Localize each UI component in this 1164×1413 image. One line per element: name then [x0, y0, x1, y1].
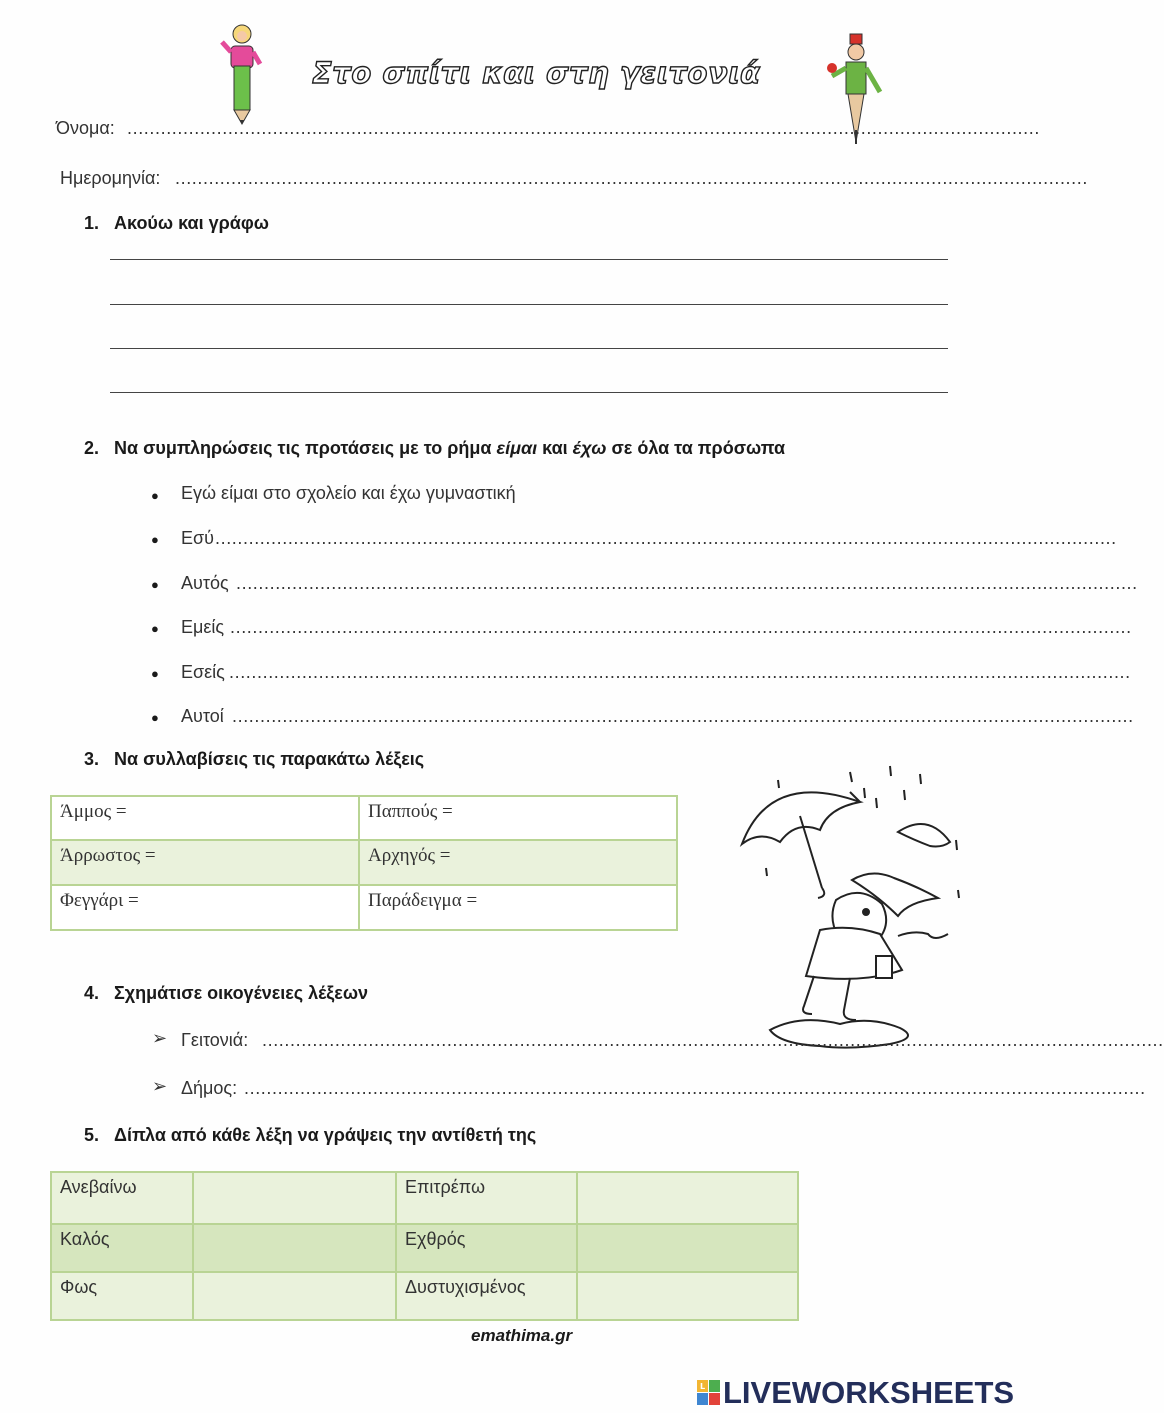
date-field[interactable]: ...................................................................................................................................................................: [175, 168, 1088, 188]
antonym-answer-cell[interactable]: [193, 1172, 396, 1224]
antonym-word: Ανεβαίνω: [51, 1172, 193, 1224]
q2-answer-field[interactable]: .................................................................................................................................................................: [232, 706, 1134, 726]
bullet-icon: ●: [151, 532, 159, 547]
table-row: [51, 840, 677, 885]
q5-text: Δίπλα από κάθε λέξη να γράψεις την αντίθετή της: [114, 1125, 537, 1145]
q4-answer-field[interactable]: .................................................................................................................................................................: [244, 1078, 1146, 1098]
table-row: [51, 885, 677, 930]
bullet-icon: ●: [151, 577, 159, 592]
q2-example: Εγώ είμαι στο σχολείο και έχω γυμναστική: [181, 483, 516, 503]
name-field[interactable]: ...................................................................................................................................................................: [127, 118, 1040, 138]
table-row: [51, 1172, 798, 1224]
arrow-bullet-icon: ➢: [152, 1028, 168, 1048]
antonym-answer-cell[interactable]: [193, 1272, 396, 1320]
q2-pronoun-label: Εμείς: [181, 617, 225, 637]
writing-line-3[interactable]: [110, 348, 948, 349]
pencil-girl-illustration: [214, 20, 270, 126]
writing-line-2[interactable]: [110, 304, 948, 305]
syllable-cell[interactable]: Άρρωστος =: [51, 840, 359, 885]
q2-pronoun-label: Αυτοί: [181, 706, 224, 726]
antonyms-table: [50, 1171, 799, 1321]
badge-letter: L: [699, 1382, 706, 1391]
antonym-answer-cell[interactable]: [577, 1272, 798, 1320]
syllable-cell[interactable]: Παράδειγμα =: [359, 885, 677, 930]
liveworksheets-logo: LIVEWORKSHEETS: [723, 1375, 1015, 1410]
antonym-word: Εχθρός: [396, 1224, 577, 1272]
antonym-word: Καλός: [51, 1224, 193, 1272]
q5-number: 5.: [84, 1125, 100, 1145]
q2-answer-field[interactable]: .................................................................................................................................................................: [215, 528, 1117, 548]
antonym-answer-cell[interactable]: [577, 1172, 798, 1224]
syllable-cell[interactable]: Παππούς =: [359, 796, 677, 840]
liveworksheets-badge-icon: [697, 1380, 721, 1406]
q2-answer-field[interactable]: .................................................................................................................................................................: [236, 573, 1138, 593]
table-row: [51, 1272, 798, 1320]
source-site: emathima.gr: [471, 1326, 573, 1345]
name-label: Όνομα:: [56, 118, 115, 138]
q2-answer-field[interactable]: .................................................................................................................................................................: [230, 617, 1132, 637]
syllable-cell[interactable]: Φεγγάρι =: [51, 885, 359, 930]
q3-text: Να συλλαβίσεις τις παρακάτω λέξεις: [114, 749, 425, 769]
antonym-answer-cell[interactable]: [577, 1224, 798, 1272]
bullet-icon: ●: [151, 666, 159, 681]
syllable-cell[interactable]: Άμμος =: [51, 796, 359, 840]
q1-number: 1.: [84, 213, 100, 233]
arrow-bullet-icon: ➢: [152, 1076, 168, 1096]
writing-line-1[interactable]: [110, 259, 948, 260]
table-row: [51, 796, 677, 840]
q4-word-label: Δήμος:: [181, 1078, 238, 1098]
writing-line-4[interactable]: [110, 392, 948, 393]
antonym-word: Φως: [51, 1272, 193, 1320]
antonym-word: Δυστυχισμένος: [396, 1272, 577, 1320]
q4-word-label: Γειτονιά:: [181, 1030, 249, 1050]
table-row: [51, 1224, 798, 1272]
q2-answer-field[interactable]: .................................................................................................................................................................: [229, 662, 1131, 682]
syllable-cell[interactable]: Αρχηγός =: [359, 840, 677, 885]
q2-number: 2.: [84, 438, 100, 458]
syllables-table: [50, 795, 678, 931]
bullet-icon: ●: [151, 488, 159, 503]
q4-number: 4.: [84, 983, 100, 1003]
q4-answer-field[interactable]: .................................................................................................................................................................: [262, 1030, 1164, 1050]
q3-number: 3.: [84, 749, 100, 769]
q2-pronoun-label: Εσύ: [181, 528, 214, 548]
date-label: Ημερομηνία:: [60, 168, 161, 188]
antonym-word: Επιτρέπω: [396, 1172, 577, 1224]
q1-text: Ακούω και γράφω: [114, 213, 269, 233]
antonym-answer-cell[interactable]: [193, 1224, 396, 1272]
worksheet-title: Στο σπίτι και στη γειτονιά: [312, 56, 761, 90]
q2-pronoun-label: Εσείς: [181, 662, 225, 682]
bullet-icon: ●: [151, 621, 159, 636]
q4-text: Σχημάτισε οικογένειες λέξεων: [114, 983, 369, 1003]
bullet-icon: ●: [151, 710, 159, 725]
rain-child-umbrella-illustration: [730, 760, 970, 1050]
q2-text: Να συμπληρώσεις τις προτάσεις με το ρήμα είμαι και έχω σε όλα τα πρόσωπα: [114, 438, 786, 458]
q2-pronoun-label: Αυτός: [181, 573, 229, 593]
